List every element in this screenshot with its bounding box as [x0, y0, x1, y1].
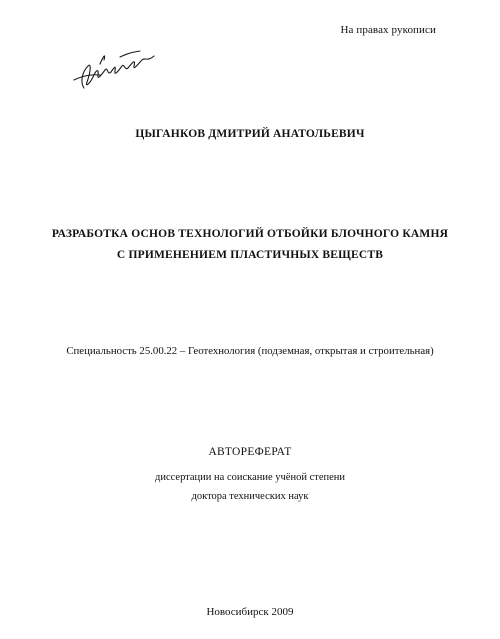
place-year: Новосибирск 2009: [206, 606, 294, 618]
rights-note: На правах рукописи: [340, 24, 436, 36]
author-name: ЦЫГАНКОВ ДМИТРИЙ АНАТОЛЬЕВИЧ: [135, 128, 365, 140]
degree-line-2: доктора технических наук: [191, 491, 309, 502]
abstract-label: АВТОРЕФЕРАТ: [208, 446, 292, 458]
title-line-2: С ПРИМЕНЕНИЕМ ПЛАСТИЧНЫХ ВЕЩЕСТВ: [116, 249, 384, 261]
degree-line-1: диссертации на соискание учёной степени: [155, 472, 345, 483]
degree-description: [0, 468, 500, 506]
title-line-1: РАЗРАБОТКА ОСНОВ ТЕХНОЛОГИЙ ОТБОЙКИ БЛОЧНОГО КАМНЯ: [51, 228, 449, 240]
specialty-line: Специальность 25.00.22 – Геотехнология (подземная, открытая и строительная): [66, 345, 434, 357]
signature-icon: [70, 44, 160, 94]
dissertation-title: [0, 224, 500, 266]
